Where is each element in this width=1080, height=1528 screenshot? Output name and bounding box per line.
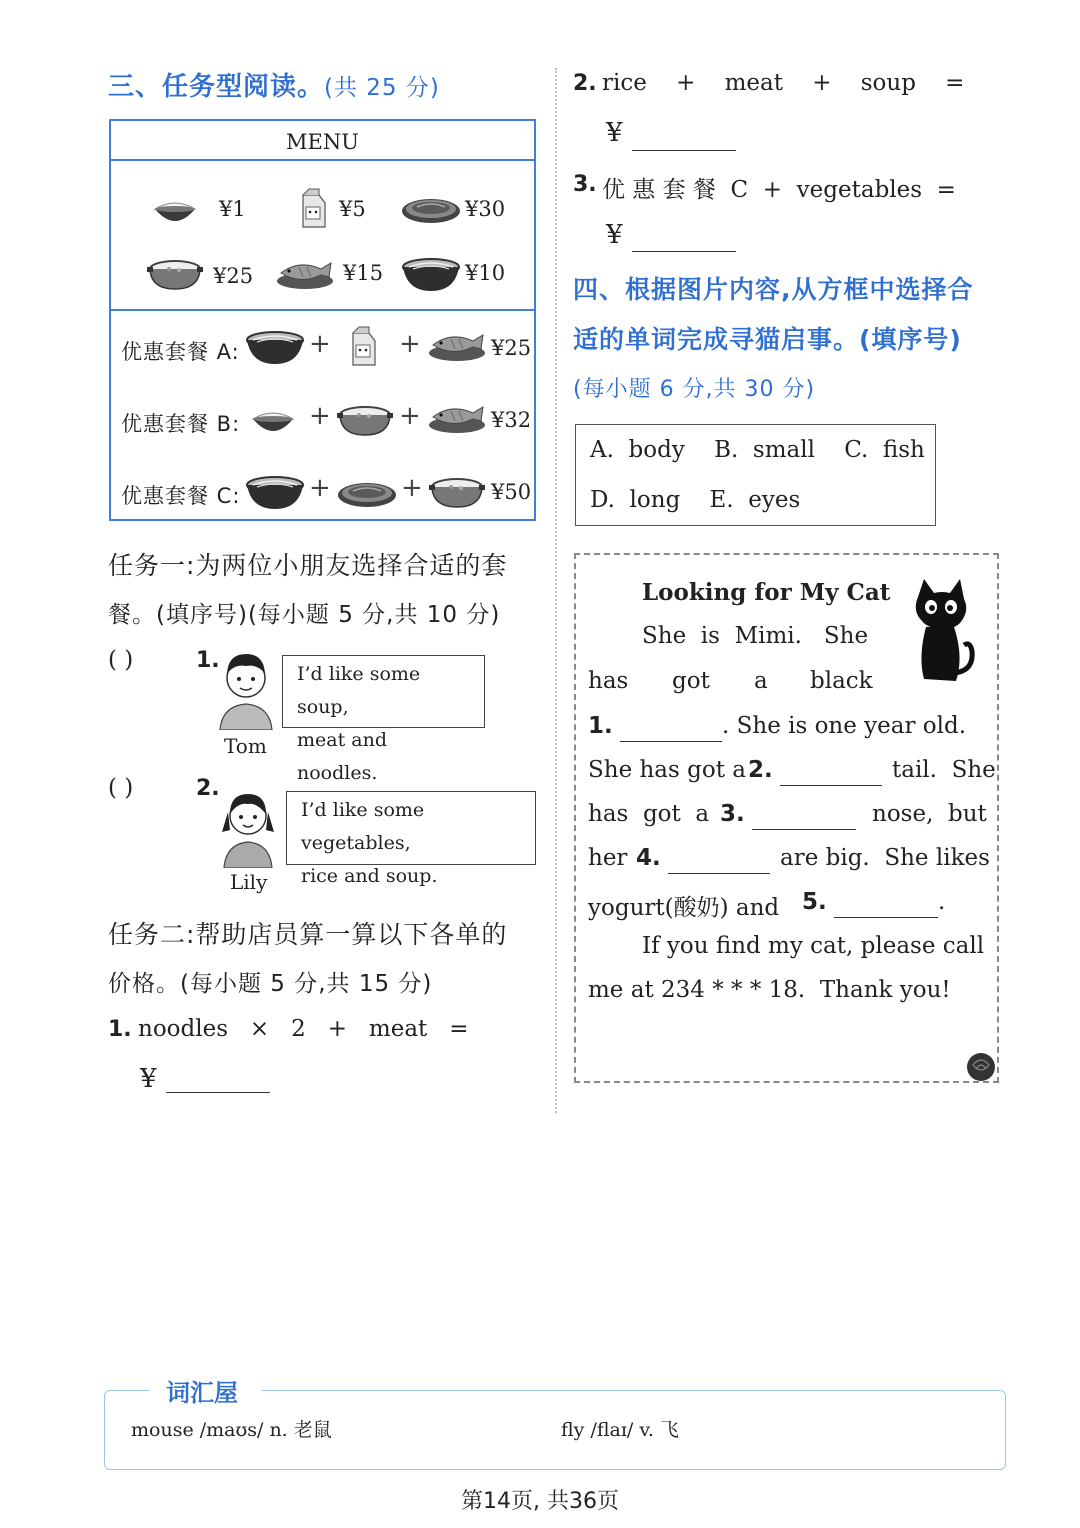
notice-blank-1[interactable] (620, 741, 722, 742)
notice-line-1: She is Mimi. She (642, 623, 869, 649)
section-3-heading (108, 66, 440, 103)
notice-line-5-start: has got a (588, 801, 717, 827)
notice-line-4-end: tail. She (892, 757, 996, 783)
soup-pot-icon (147, 255, 205, 293)
notice-blank-2[interactable] (780, 785, 882, 786)
girl-lily-icon (216, 784, 280, 868)
plus-sign: + (309, 473, 331, 503)
task-2-instruction-line-1: 任务二:帮助店员算一算以下各单的 (108, 920, 508, 949)
menu-price-milk: ¥5 (339, 197, 366, 221)
vocab-title: 词汇屋 (166, 1379, 238, 1407)
lost-cat-notice (574, 553, 999, 1083)
answer-blank-2[interactable] (632, 150, 736, 151)
speech-bubble-lily (286, 791, 536, 887)
plus-sign: + (309, 329, 331, 359)
rose-icon (964, 1051, 998, 1083)
section-3-points: (共 25 分) (324, 75, 440, 101)
combo-b-price: ¥32 (491, 408, 532, 432)
fish-plate-icon (427, 399, 487, 437)
section-3-title: 三、任务型阅读。 (108, 72, 325, 102)
vocab-item-mouse: mouse /maʊs/ n. 老鼠 (131, 1419, 332, 1441)
combo-c-label: 优惠套餐 C: (121, 484, 241, 508)
combo-b-label: 优惠套餐 B: (121, 412, 241, 436)
section-4-points: (每小题 6 分,共 30 分) (573, 377, 816, 402)
notice-word: got (672, 668, 710, 694)
blank-number-4: 4. (636, 845, 661, 871)
question-number-2: 2. (196, 776, 220, 801)
menu-box (109, 119, 536, 521)
combo-c-price: ¥50 (491, 480, 532, 504)
noodle-bowl-icon (401, 255, 463, 295)
milk-carton-icon (347, 325, 379, 369)
yen-sign: ¥ (606, 220, 623, 250)
notice-word: black (810, 668, 873, 694)
rice-bowl-icon (153, 193, 199, 229)
speech-bubble-tom (282, 655, 485, 784)
plus-sign: + (401, 473, 423, 503)
task-1-instruction-line-2: 餐。(填序号)(每小题 5 分,共 10 分) (108, 602, 501, 628)
notice-line-4-start: She has got a (588, 757, 754, 783)
bubble-tom-line-1: I’d like some soup, (297, 663, 421, 718)
menu-price-rice: ¥1 (219, 197, 246, 221)
noodle-bowl-icon (245, 473, 305, 511)
soup-pot-icon (429, 473, 487, 511)
answer-paren-1[interactable]: ( ) (108, 647, 134, 673)
question-number-1: 1. (108, 1017, 132, 1042)
vocab-item-fly: fly /flaɪ/ v. 飞 (561, 1419, 679, 1441)
notice-line-9: me at 234 * * * 18. Thank you! (588, 977, 951, 1003)
choice-row-2: D. long E. eyes (590, 487, 801, 513)
boy-name-label: Tom (224, 734, 267, 758)
bubble-tom-line-2: meat and noodles. (297, 729, 387, 784)
task-2-instruction-line-2: 价格。(每小题 5 分,共 15 分) (108, 971, 433, 997)
notice-blank-3[interactable] (752, 829, 856, 830)
black-cat-icon (904, 577, 978, 687)
blank-number-1: 1. (588, 713, 613, 739)
task-1-instruction-line-1: 任务一:为两位小朋友选择合适的套 (108, 551, 508, 580)
menu-title: MENU (111, 121, 534, 161)
milk-carton-icon (297, 187, 329, 231)
menu-divider (111, 309, 534, 311)
menu-price-fish: ¥15 (343, 261, 384, 285)
plus-sign: + (309, 401, 331, 431)
price-question-1: noodles × 2 + meat = (138, 1016, 469, 1042)
girl-name-label: Lily (230, 870, 268, 894)
notice-line-6-end: are big. She likes (780, 845, 990, 871)
question-number-2: 2. (573, 71, 597, 96)
notice-line-7-start: yogurt(酸奶) and (588, 895, 787, 921)
vocab-box (104, 1390, 1006, 1470)
noodle-bowl-icon (245, 328, 305, 366)
blank-number-5: 5. (802, 889, 827, 915)
notice-title: Looking for My Cat (642, 579, 891, 606)
yen-sign: ¥ (606, 118, 623, 148)
menu-price-noodles: ¥10 (465, 261, 506, 285)
column-divider (555, 68, 557, 1113)
section-4-heading-line-2: 适的单词完成寻猫启事。(填序号) (573, 325, 962, 354)
page-footer: 第14页, 共36页 (461, 1489, 619, 1514)
question-number-1: 1. (196, 648, 220, 673)
menu-price-soup: ¥25 (213, 264, 254, 288)
notice-word: a (754, 668, 768, 694)
price-question-3: 优 惠 套 餐 C + vegetables = (602, 177, 956, 203)
yen-sign: ¥ (140, 1064, 157, 1094)
meat-plate-icon (401, 193, 463, 225)
answer-blank-1[interactable] (166, 1092, 270, 1093)
word-choice-box (575, 424, 936, 526)
answer-blank-3[interactable] (632, 251, 736, 252)
notice-line-5-end: nose, but (872, 801, 987, 827)
section-4-heading-line-1: 四、根据图片内容,从方框中选择合 (573, 275, 974, 304)
combo-a-label: 优惠套餐 A: (121, 340, 240, 364)
notice-line-7-end: . (938, 889, 946, 915)
question-number-3: 3. (573, 172, 597, 197)
notice-word: has (588, 668, 629, 694)
answer-paren-2[interactable]: ( ) (108, 775, 134, 801)
blank-number-3: 3. (720, 801, 745, 827)
notice-line-3: . She is one year old. (722, 713, 967, 739)
notice-blank-4[interactable] (668, 873, 770, 874)
fish-plate-icon (275, 255, 335, 293)
rice-bowl-icon (251, 403, 297, 439)
plus-sign: + (399, 401, 421, 431)
boy-tom-icon (214, 644, 278, 730)
meat-plate-icon (337, 477, 399, 509)
choice-row-1: A. body B. small C. fish (590, 437, 925, 463)
soup-pot-icon (337, 401, 395, 439)
plus-sign: + (399, 329, 421, 359)
notice-blank-5[interactable] (834, 917, 938, 918)
bubble-lily-line-1: I’d like some vegetables, (301, 799, 425, 854)
bubble-lily-line-2: rice and soup. (301, 865, 438, 887)
fish-plate-icon (427, 327, 487, 365)
blank-number-2: 2. (748, 757, 773, 783)
price-question-2: rice + meat + soup = (602, 70, 965, 96)
notice-line-6-start: her (588, 845, 635, 871)
menu-price-meat: ¥30 (465, 197, 506, 221)
combo-a-price: ¥25 (491, 336, 532, 360)
notice-line-8: If you find my cat, please call (642, 933, 985, 959)
